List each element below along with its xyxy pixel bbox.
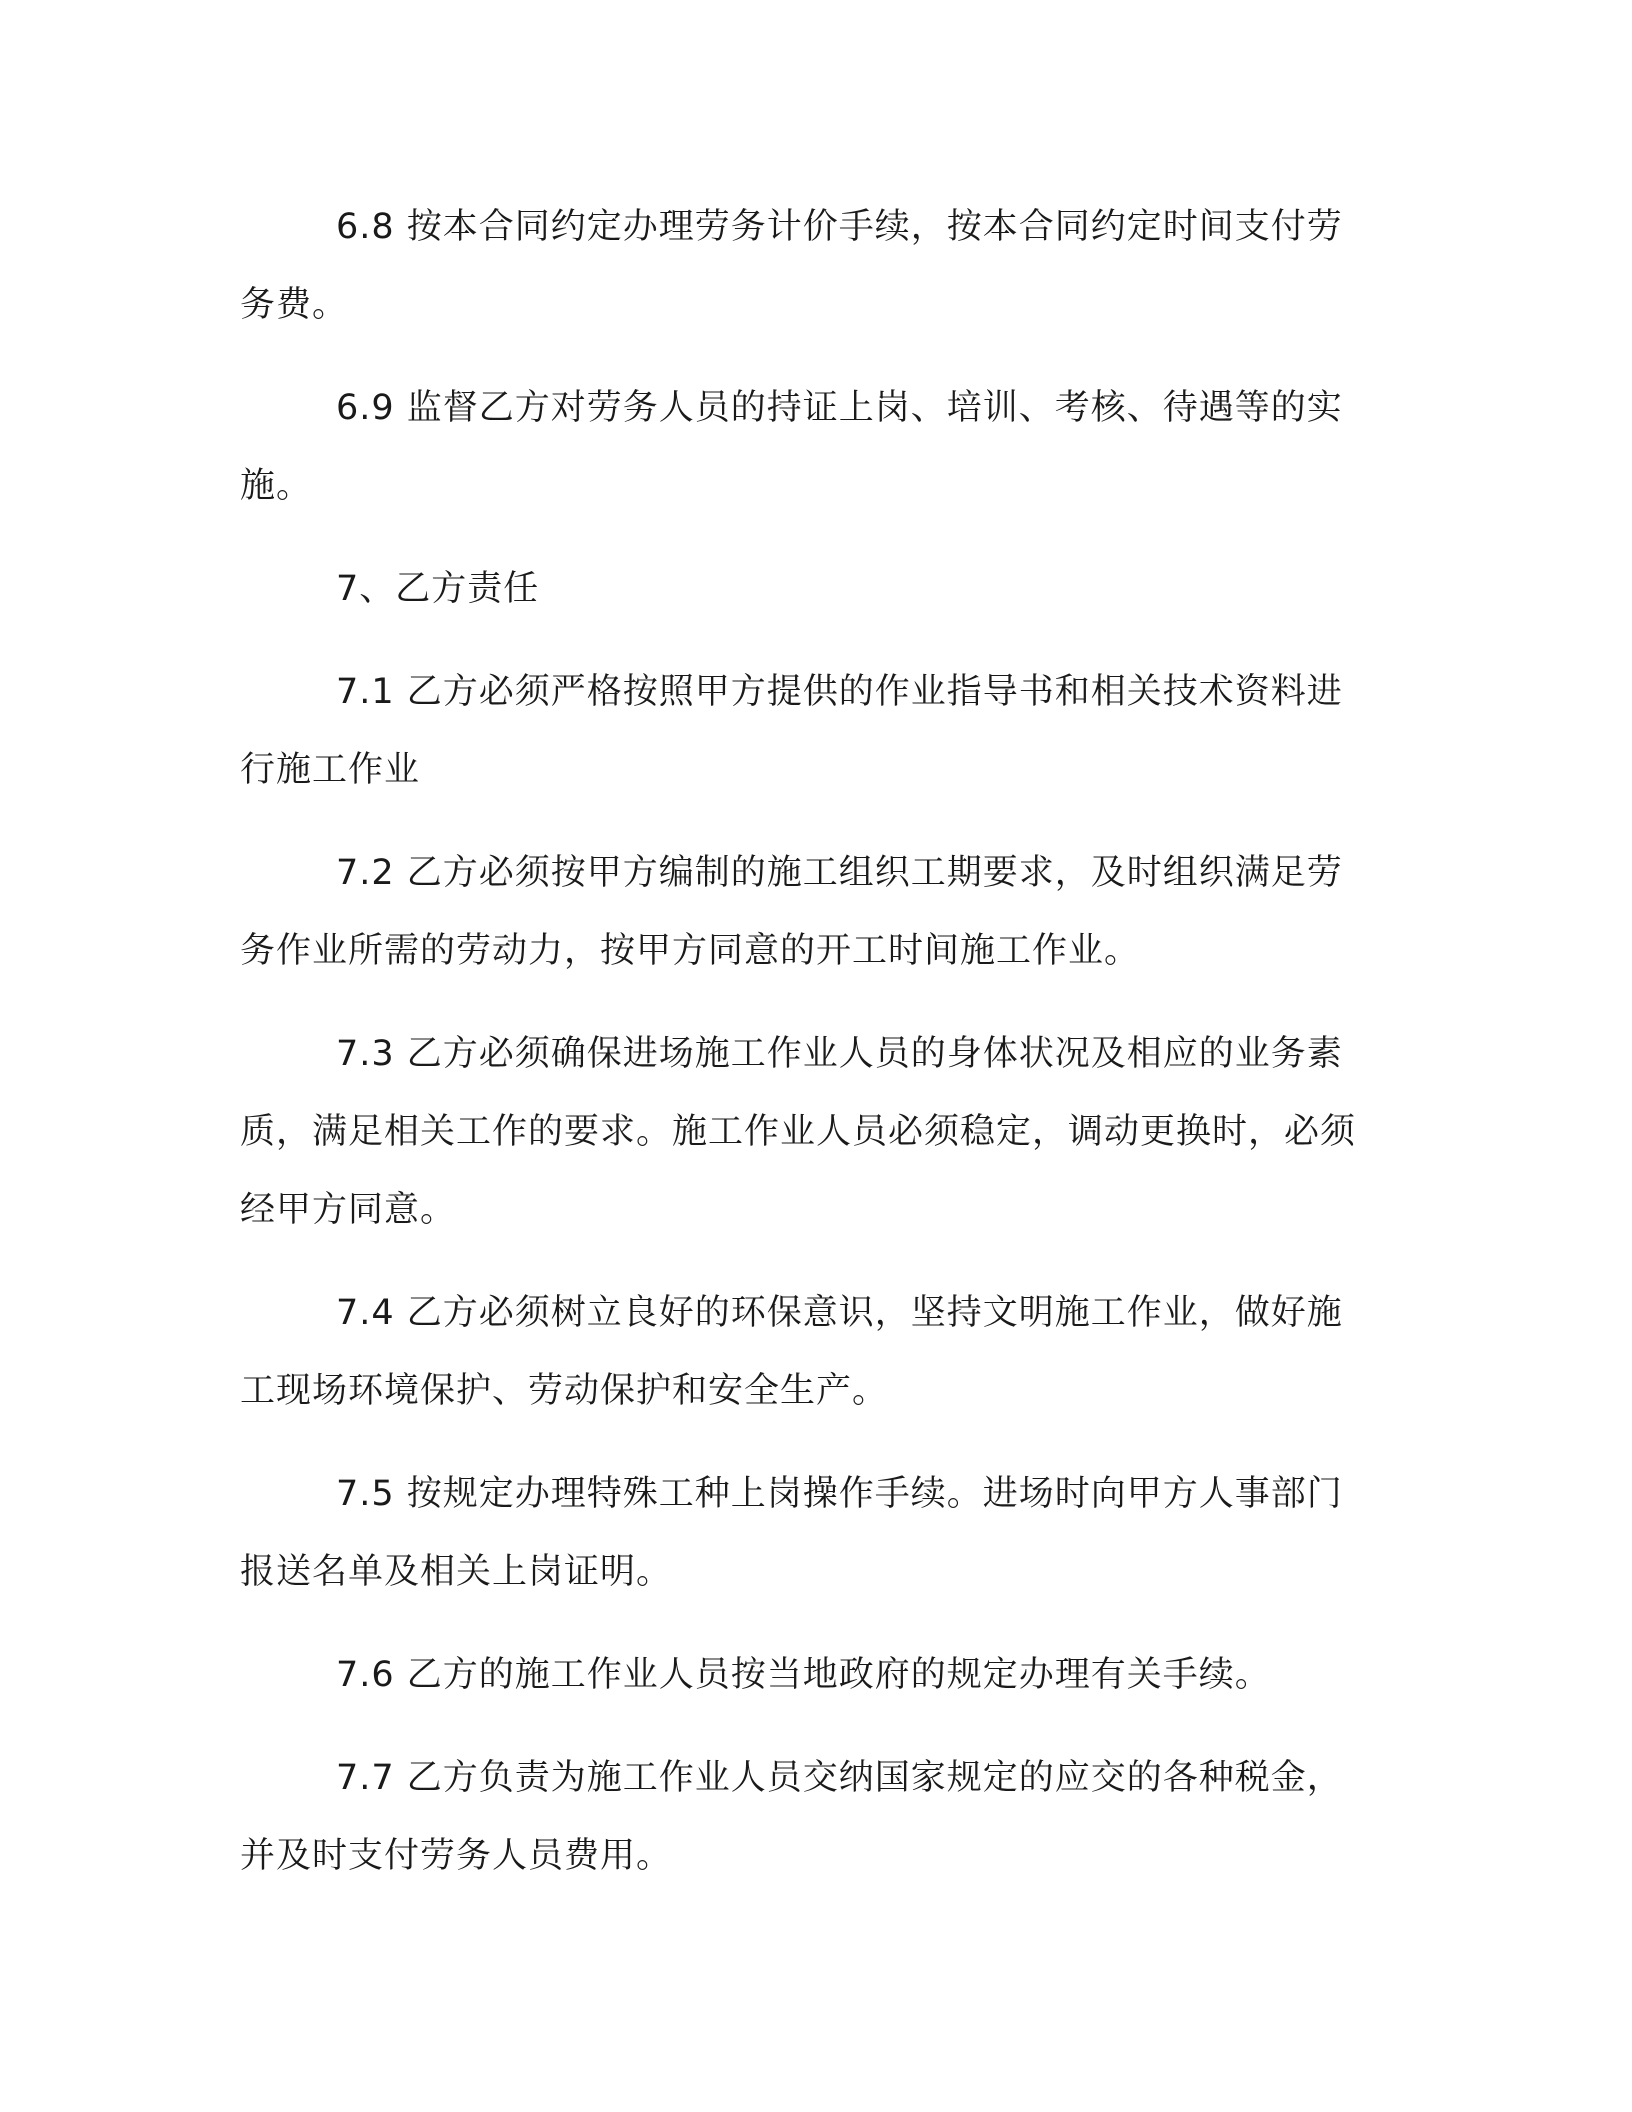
clause-7-7: 7.7 乙方负责为施工作业人员交纳国家规定的应交的各种税金，并及时支付劳务人员费用。	[240, 1758, 1343, 1876]
clause-7-6: 7.6 乙方的施工作业人员按当地政府的规定办理有关手续。	[336, 1655, 1271, 1695]
clause-7-3: 7.3 乙方必须确保进场施工作业人员的身体状况及相应的业务素质，满足相关工作的要求。施工作业人员必须稳定，调动更换时，必须经甲方同意。	[240, 1034, 1357, 1230]
document-body	[240, 188, 1370, 1920]
clause-7-2: 7.2 乙方必须按甲方编制的施工组织工期要求，及时组织满足劳务作业所需的劳动力，按甲方同意的开工时间施工作业。	[240, 853, 1343, 971]
clause-6-9: 6.9 监督乙方对劳务人员的持证上岗、培训、考核、待遇等的实施。	[240, 388, 1343, 506]
clause-7-1: 7.1 乙方必须严格按照甲方提供的作业指导书和相关技术资料进行施工作业	[240, 672, 1343, 790]
section-heading-7: 7、乙方责任	[336, 569, 540, 609]
clause-7-5: 7.5 按规定办理特殊工种上岗操作手续。进场时向甲方人事部门报送名单及相关上岗证明。	[240, 1474, 1343, 1592]
clause-7-4: 7.4 乙方必须树立良好的环保意识，坚持文明施工作业，做好施工现场环境保护、劳动保护和安全生产。	[240, 1293, 1343, 1411]
clause-6-8: 6.8 按本合同约定办理劳务计价手续，按本合同约定时间支付劳务费。	[240, 207, 1343, 325]
